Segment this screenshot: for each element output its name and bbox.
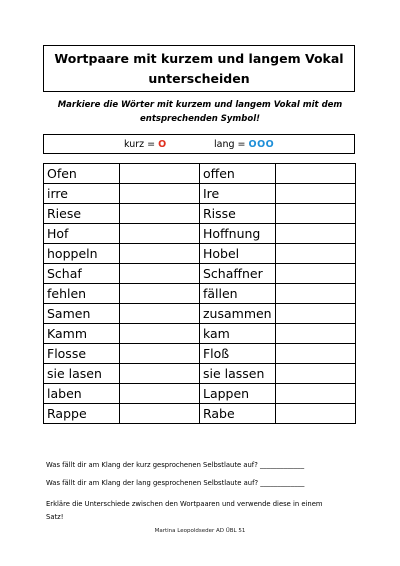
word-right: Hoffnung [199, 224, 275, 244]
mark-cell-left[interactable] [120, 344, 200, 364]
question-differences-line-2: Satz! [46, 513, 64, 521]
mark-cell-left[interactable] [120, 364, 200, 384]
mark-cell-right[interactable] [276, 364, 356, 384]
word-left: Samen [44, 304, 120, 324]
word-left: sie lasen [44, 364, 120, 384]
word-right: Ire [199, 184, 275, 204]
word-right: kam [199, 324, 275, 344]
word-left: Ofen [44, 164, 120, 184]
word-right: Risse [199, 204, 275, 224]
word-pair-row [44, 224, 356, 244]
legend-kurz-label: kurz = [124, 139, 156, 150]
mark-cell-left[interactable] [120, 204, 200, 224]
word-right: Floß [199, 344, 275, 364]
word-left: Flosse [44, 344, 120, 364]
word-left: Rappe [44, 404, 120, 424]
mark-cell-right[interactable] [276, 284, 356, 304]
mark-cell-right[interactable] [276, 264, 356, 284]
mark-cell-left[interactable] [120, 324, 200, 344]
mark-cell-left[interactable] [120, 284, 200, 304]
word-left: Hof [44, 224, 120, 244]
instruction-line-2: entsprechenden Symbol! [140, 114, 260, 124]
question-differences [46, 498, 358, 524]
mark-cell-right[interactable] [276, 344, 356, 364]
mark-cell-left[interactable] [120, 244, 200, 264]
question-long-vowels: Was fällt dir am Klang der lang gesprochenen Selbstlaute auf? _____________ [46, 479, 305, 487]
mark-cell-right[interactable] [276, 224, 356, 244]
mark-cell-right[interactable] [276, 184, 356, 204]
mark-cell-left[interactable] [120, 164, 200, 184]
footer-credit: Martina Leopoldseder AD ÜBL 51 [154, 528, 246, 534]
mark-cell-left[interactable] [120, 184, 200, 204]
worksheet-title [43, 45, 355, 92]
word-pair-row [44, 284, 356, 304]
word-pair-row [44, 364, 356, 384]
legend-lang [214, 135, 274, 154]
word-right: Schaffner [199, 264, 275, 284]
word-right: zusammen [199, 304, 275, 324]
word-right: fällen [199, 284, 275, 304]
word-left: hoppeln [44, 244, 120, 264]
word-right: Lappen [199, 384, 275, 404]
mark-cell-right[interactable] [276, 204, 356, 224]
mark-cell-right[interactable] [276, 164, 356, 184]
short-vowel-symbol: O [158, 139, 167, 150]
word-pair-row [44, 304, 356, 324]
mark-cell-left[interactable] [120, 224, 200, 244]
mark-cell-right[interactable] [276, 244, 356, 264]
instruction-text [43, 98, 357, 126]
word-pair-row [44, 404, 356, 424]
word-right: sie lassen [199, 364, 275, 384]
word-right: Rabe [199, 404, 275, 424]
legend-lang-label: lang = [214, 139, 246, 150]
mark-cell-right[interactable] [276, 304, 356, 324]
mark-cell-right[interactable] [276, 324, 356, 344]
word-left: Schaf [44, 264, 120, 284]
legend-kurz [124, 135, 166, 154]
title-line-1: Wortpaare mit kurzem und langem Vokal [54, 51, 344, 66]
symbol-legend [43, 134, 355, 154]
mark-cell-right[interactable] [276, 384, 356, 404]
mark-cell-left[interactable] [120, 384, 200, 404]
word-pair-row [44, 324, 356, 344]
word-pair-row [44, 264, 356, 284]
title-line-2: unterscheiden [148, 71, 250, 86]
word-left: Riese [44, 204, 120, 224]
word-right: offen [199, 164, 275, 184]
word-left: fehlen [44, 284, 120, 304]
mark-cell-left[interactable] [120, 404, 200, 424]
instruction-line-1: Markiere die Wörter mit kurzem und langem Vokal mit dem [57, 100, 343, 110]
word-pair-row [44, 184, 356, 204]
question-differences-line-1: Erkläre die Unterschiede zwischen den Wortpaaren und verwende diese in einem [46, 500, 323, 508]
mark-cell-left[interactable] [120, 264, 200, 284]
word-pairs-table [43, 163, 356, 424]
word-pair-row [44, 384, 356, 404]
word-pair-row [44, 244, 356, 264]
mark-cell-right[interactable] [276, 404, 356, 424]
word-pair-row [44, 164, 356, 184]
word-pair-row [44, 344, 356, 364]
word-left: Kamm [44, 324, 120, 344]
word-right: Hobel [199, 244, 275, 264]
word-left: irre [44, 184, 120, 204]
word-left: laben [44, 384, 120, 404]
long-vowel-symbol: OOO [248, 139, 275, 150]
word-pair-row [44, 204, 356, 224]
mark-cell-left[interactable] [120, 304, 200, 324]
question-short-vowels: Was fällt dir am Klang der kurz gesprochenen Selbstlaute auf? _____________ [46, 461, 305, 469]
